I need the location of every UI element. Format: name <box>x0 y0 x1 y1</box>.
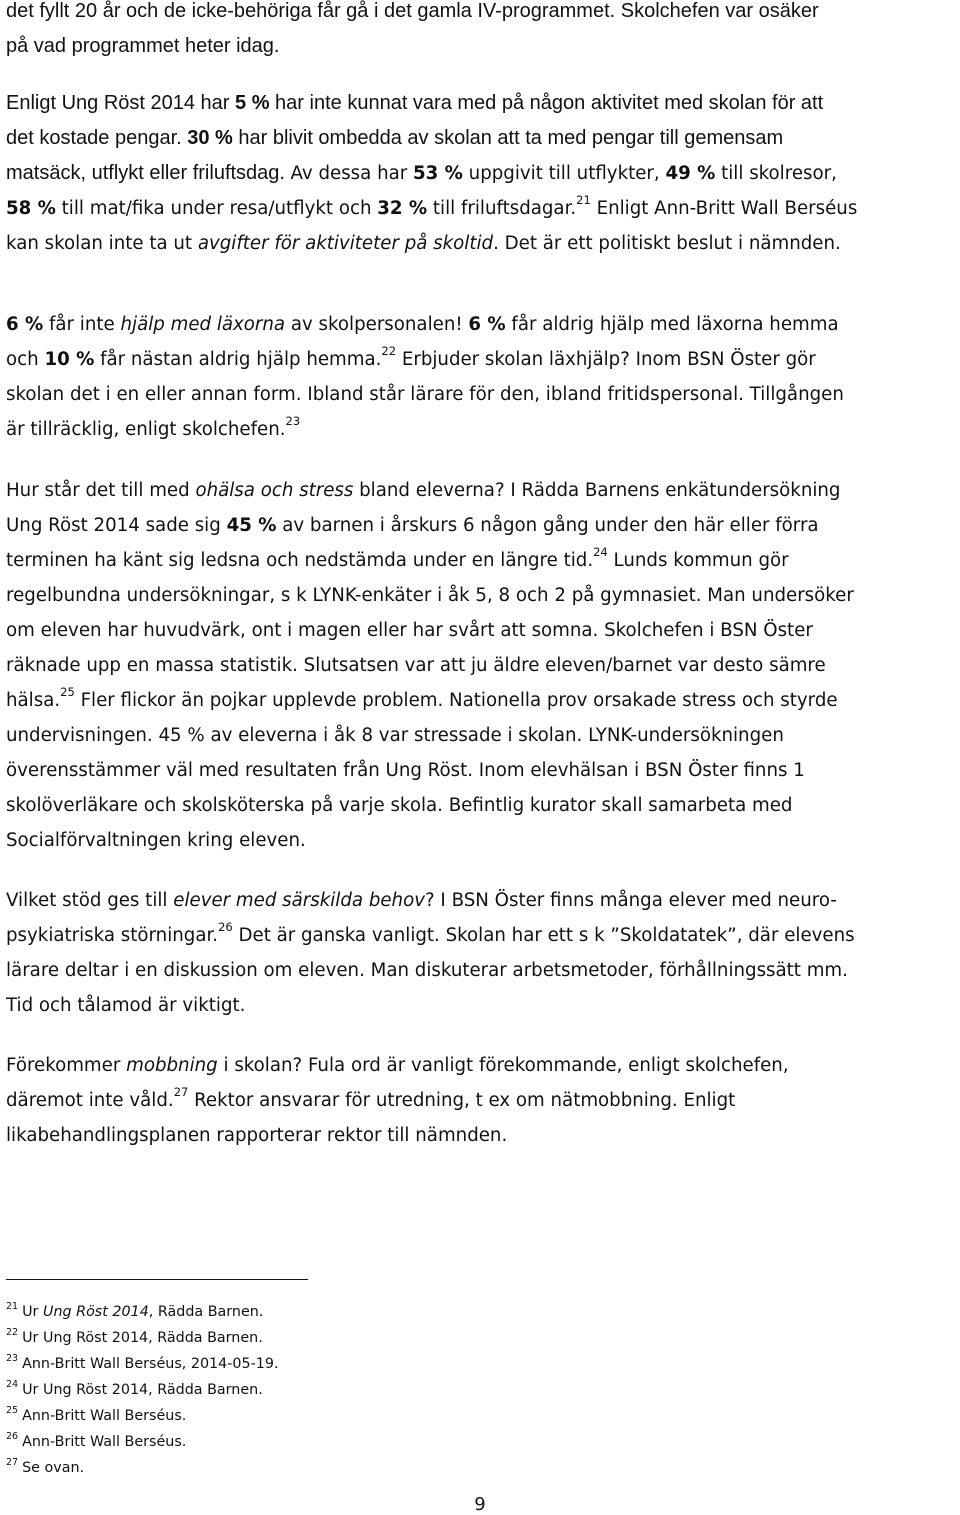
footnote-text: , Rädda Barnen. <box>148 1304 264 1320</box>
text-line: skolöverläkare och skolsköterska på varje skola. Befintlig kurator skall samarbeta med <box>6 795 793 816</box>
page-number: 9 <box>474 1494 486 1515</box>
percentage-value: 45 % <box>226 515 277 536</box>
percentage-value: 6 % <box>6 314 44 335</box>
text-line: lärare deltar i en diskussion om eleven. Man diskuterar arbetsmetoder, förhållningssätt mm. <box>6 960 848 981</box>
paragraph-bullying <box>6 1048 956 1153</box>
text-run: har inte kunnat vara med på någon aktivitet med skolan för att <box>269 92 824 114</box>
text-run: till friluftsdagar. <box>427 198 577 219</box>
footnote-number: 26 <box>6 1431 19 1442</box>
text-line <box>6 342 956 377</box>
italic-phrase: ohälsa och stress <box>195 480 354 501</box>
footnote-text: Ur Ung Röst 2014, Rädda Barnen. <box>22 1382 263 1398</box>
text-run: Förekommer <box>6 1055 127 1076</box>
text-run: uppgivit till utflykter, <box>462 163 666 184</box>
text-run: Lunds kommun gör <box>607 550 789 571</box>
text-run: ? I BSN Öster finns många elever med neuro- <box>424 890 837 911</box>
footnote-separator <box>6 1279 308 1280</box>
footnote-ref[interactable]: 23 <box>285 414 301 428</box>
text-run: hälsa. <box>6 690 61 711</box>
footnote-number: 24 <box>6 1379 19 1390</box>
footnote-text: Ur <box>22 1304 43 1320</box>
text-run: bland eleverna? I Rädda Barnens enkätundersökning <box>353 480 841 501</box>
text-run: Rektor ansvarar för utredning, t ex om nätmobbning. Enligt <box>188 1090 736 1111</box>
footnotes-list <box>6 1294 279 1476</box>
text-run <box>291 163 837 184</box>
percentage-value: 32 % <box>377 198 428 219</box>
footnote-text: Ur Ung Röst 2014, Rädda Barnen. <box>22 1330 263 1346</box>
text-line: undervisningen. 45 % av eleverna i åk 8 var stressade i skolan. LYNK-undersökningen <box>6 725 784 746</box>
text-run: får aldrig hjälp med läxorna hemma <box>505 314 839 335</box>
text-run: av skolpersonalen! <box>285 314 469 335</box>
text-run: och <box>6 349 45 370</box>
footnote <box>6 1320 279 1346</box>
text-line: regelbundna undersökningar, s k LYNK-enkäter i åk 5, 8 och 2 på gymnasiet. Man undersöker <box>6 585 854 606</box>
footnote-ref[interactable]: 26 <box>218 920 233 934</box>
text-run: till mat/fika under resa/utflykt och <box>55 198 378 219</box>
paragraph-program <box>6 0 956 64</box>
footnote-number: 22 <box>6 1327 19 1338</box>
footnote <box>6 1294 279 1320</box>
footnote-number: 25 <box>6 1405 19 1416</box>
text-line: överensstämmer väl med resultaten från Ung Röst. Inom elevhälsan i BSN Öster finns 1 <box>6 760 805 781</box>
footnote-ref[interactable]: 21 <box>576 193 591 207</box>
text-line <box>6 191 956 226</box>
text-line: Socialförvaltningen kring eleven. <box>6 830 306 851</box>
text-run: Det är ganska vanligt. Skolan har ett s k ”Skoldatatek”, där elevens <box>232 925 855 946</box>
text-line <box>6 156 956 191</box>
text-line: det fyllt 20 år och de icke-behöriga får gå i det gamla IV-programmet. Skolchefen var osäker <box>6 0 819 22</box>
text-line <box>6 86 956 121</box>
text-line <box>6 412 956 447</box>
footnote <box>6 1450 279 1476</box>
percentage-value: 10 % <box>44 349 95 370</box>
text-run: matsäck, utflykt eller friluftsdag. <box>6 162 291 184</box>
text-run: Hur står det till med <box>6 480 196 501</box>
text-line <box>6 1083 956 1118</box>
text-line <box>6 1048 956 1083</box>
text-line: räknade upp en massa statistik. Slutsatsen var att ju äldre eleven/barnet var desto sämre <box>6 655 826 676</box>
text-line: Tid och tålamod är viktigt. <box>6 995 246 1016</box>
text-line: på vad programmet heter idag. <box>6 35 280 57</box>
footnote-ref[interactable]: 27 <box>173 1085 189 1099</box>
text-line <box>6 121 956 156</box>
text-run: terminen ha känt sig ledsna och nedstämda under en längre tid. <box>6 550 594 571</box>
footnote-ref[interactable]: 22 <box>381 344 397 358</box>
text-run: Enligt Ung Röst 2014 har <box>6 92 236 114</box>
footnote <box>6 1398 279 1424</box>
paragraph-activity-costs <box>6 86 956 261</box>
text-run: däremot inte våld. <box>6 1090 174 1111</box>
text-line <box>6 543 956 578</box>
paragraph-health-stress <box>6 473 956 858</box>
text-run: Vilket stöd ges till <box>6 890 174 911</box>
text-run: Fler flickor än pojkar upplevde problem. Nationella prov orsakade stress och styrde <box>74 690 838 711</box>
footnote-ref[interactable]: 25 <box>60 685 75 699</box>
footnote <box>6 1346 279 1372</box>
italic-phrase: hjälp med läxorna <box>120 314 286 335</box>
text-run: det kostade pengar. <box>6 127 188 149</box>
text-run: Enligt Ann-Britt Wall Berséus <box>590 198 858 219</box>
text-line: skolan det i en eller annan form. Ibland står lärare för den, ibland fritidspersonal. Tillgången <box>6 384 844 405</box>
footnote <box>6 1372 279 1398</box>
percentage-value: 49 % <box>665 163 716 184</box>
footnote-number: 27 <box>6 1457 19 1468</box>
text-line: likabehandlingsplanen rapporterar rektor till nämnden. <box>6 1125 508 1146</box>
text-run: i skolan? Fula ord är vanligt förekommande, enligt skolchefen, <box>217 1055 789 1076</box>
text-run: Ung Röst 2014 sade sig <box>6 515 227 536</box>
text-line <box>6 473 956 508</box>
text-line <box>6 683 956 718</box>
text-line <box>6 307 956 342</box>
text-run: psykiatriska störningar. <box>6 925 219 946</box>
text-run: får nästan aldrig hjälp hemma. <box>94 349 382 370</box>
text-line <box>6 918 956 953</box>
text-line <box>6 883 956 918</box>
text-run: är tillräcklig, enligt skolchefen. <box>6 419 286 440</box>
footnote-text: Ann-Britt Wall Berséus. <box>22 1408 187 1424</box>
paragraph-homework <box>6 307 956 447</box>
percentage-value: 5 % <box>235 92 270 114</box>
italic-phrase: elever med särskilda behov <box>173 890 425 911</box>
footnote-italic: Ung Röst 2014 <box>42 1304 149 1320</box>
text-run: får inte <box>43 314 121 335</box>
percentage-value: 30 % <box>187 127 233 149</box>
text-run: Erbjuder skolan läxhjälp? Inom BSN Öster gör <box>396 349 816 370</box>
text-run: har blivit ombedda av skolan att ta med pengar till gemensam <box>232 127 784 149</box>
percentage-value: 58 % <box>6 198 56 219</box>
percentage-value: 6 % <box>468 314 506 335</box>
text-line <box>6 226 956 261</box>
percentage-value: 53 % <box>413 163 463 184</box>
footnote-text: Ann-Britt Wall Berséus. <box>22 1434 187 1450</box>
text-line <box>6 508 956 543</box>
text-run: . Det är ett politiskt beslut i nämnden. <box>493 233 841 254</box>
footnote-ref[interactable]: 24 <box>593 545 608 559</box>
footnote-text: Ann-Britt Wall Berséus, 2014-05-19. <box>22 1356 279 1372</box>
footnote <box>6 1424 279 1450</box>
paragraph-special-needs <box>6 883 956 1023</box>
footnote-number: 23 <box>6 1353 19 1364</box>
footnote-text: Se ovan. <box>22 1460 85 1476</box>
text-run: kan skolan inte ta ut <box>6 233 198 254</box>
text-run: Av dessa har <box>290 163 414 184</box>
text-run: till skolresor, <box>715 163 837 184</box>
text-line: om eleven har huvudvärk, ont i magen eller har svårt att somna. Skolchefen i BSN Öster <box>6 620 813 641</box>
italic-phrase: mobbning <box>126 1055 218 1076</box>
footnote-number: 21 <box>6 1301 19 1312</box>
text-run: av barnen i årskurs 6 någon gång under den här eller förra <box>276 515 819 536</box>
italic-phrase: avgifter för aktiviteter på skoltid <box>197 233 494 254</box>
